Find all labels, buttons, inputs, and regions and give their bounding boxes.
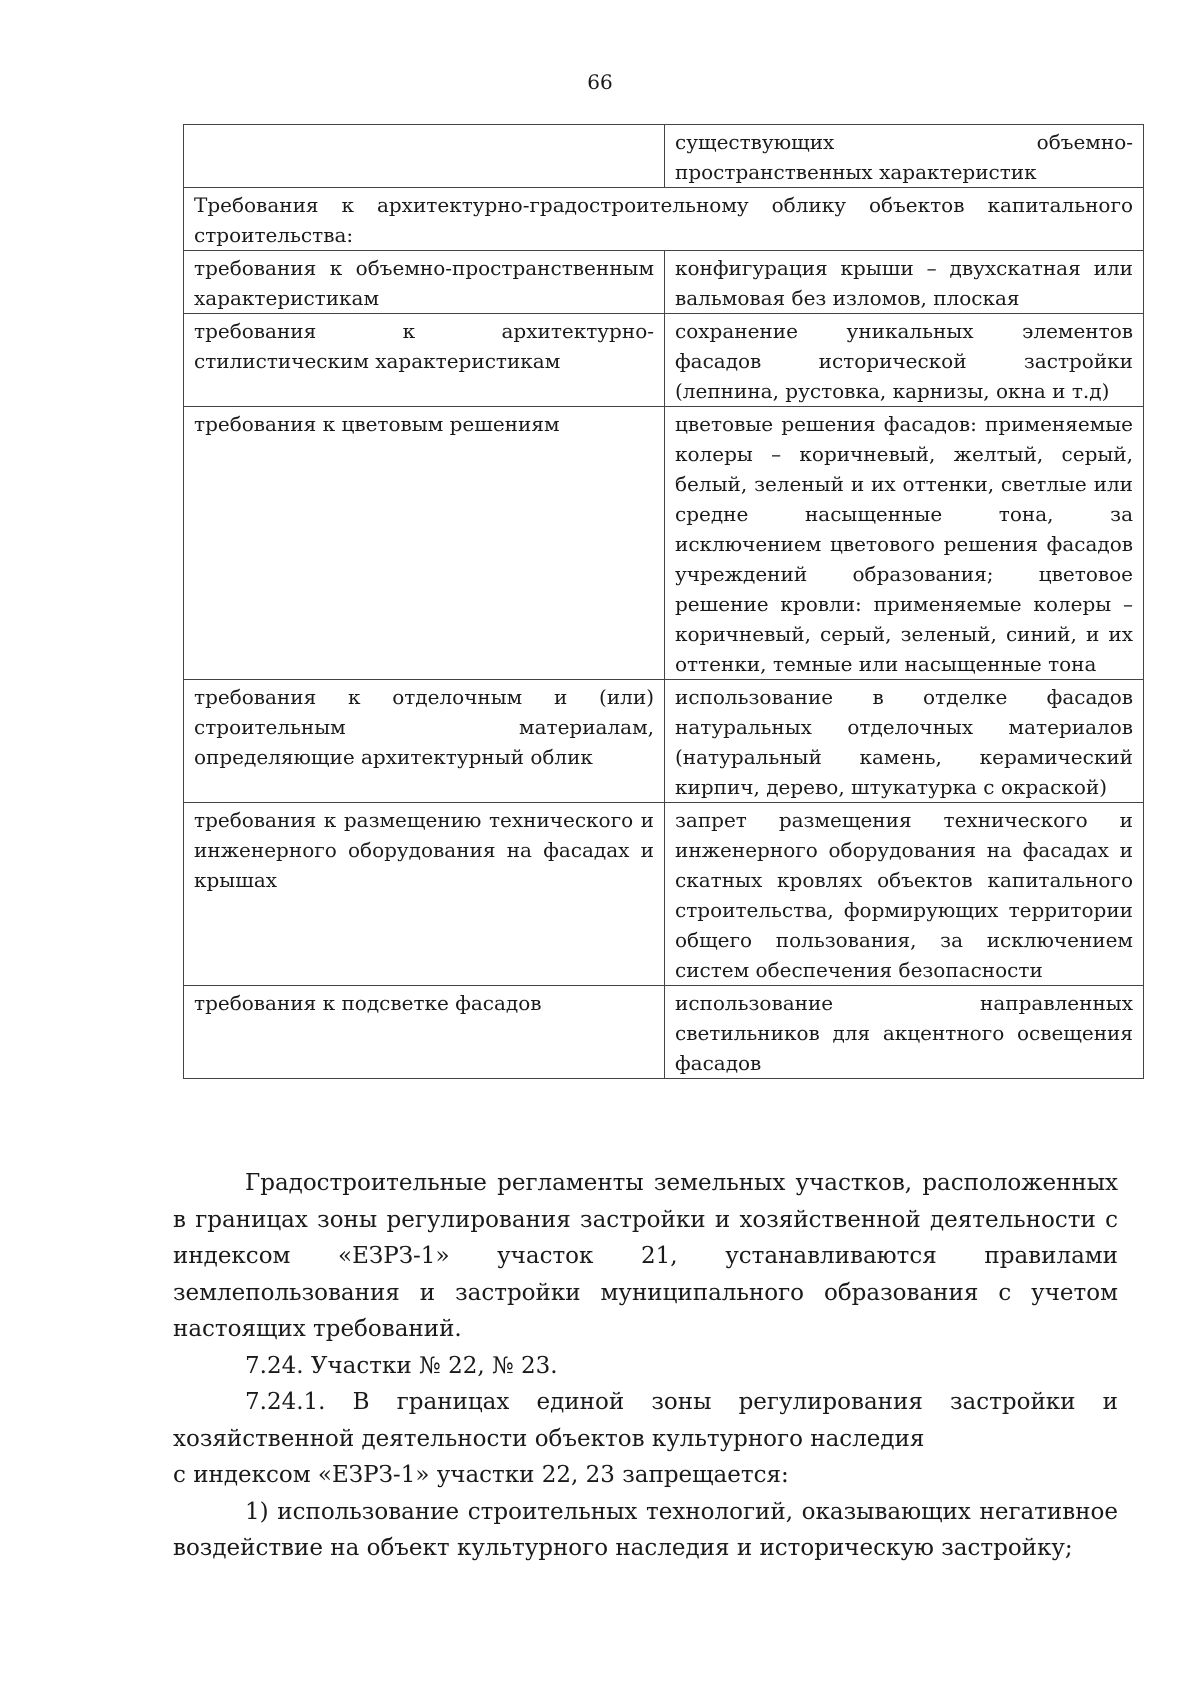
table-row xyxy=(184,680,1144,803)
table-row xyxy=(184,314,1144,407)
value-cell: запрет размещения технического и инженерного оборудования на фасадах и скатных кровлях объектов капитального строительства, формирующих территории общего пользования, за исключением систем обеспечения безопасности xyxy=(665,803,1144,986)
table-row xyxy=(184,803,1144,986)
requirement-cell: требования к объемно-пространственным характеристикам xyxy=(184,251,665,314)
requirement-cell: требования к размещению технического и инженерного оборудования на фасадах и крышах xyxy=(184,803,665,986)
requirement-cell: требования к архитектурно-стилистическим характеристикам xyxy=(184,314,665,407)
table-section-header-row xyxy=(184,188,1144,251)
table-cell-right: существующих объемно-пространственных характеристик xyxy=(665,125,1144,188)
table-row xyxy=(184,251,1144,314)
regulations-table xyxy=(183,124,1144,1079)
value-cell: использование направленных светильников для акцентного освещения фасадов xyxy=(665,986,1144,1079)
paragraph-section-heading: 7.24. Участки № 22, № 23. xyxy=(245,1352,558,1379)
value-cell: цветовые решения фасадов: применяемые колеры – коричневый, желтый, серый, белый, зеленый и их оттенки, светлые или средне насыщенные тона, за исключением цветового решения фасадов учреждений образования; цветовое решение кровли: применяемые колеры – коричневый, серый, зеленый, синий, и их оттенки, темные или насыщенные тона xyxy=(665,407,1144,680)
requirement-cell: требования к цветовым решениям xyxy=(184,407,665,680)
paragraph-regulations: Градостроительные регламенты земельных участков, расположенных в границах зоны регулирования застройки и хозяйственной деятельности с индексом «ЕЗРЗ-1» участок 21, устанавливаются правилами землепользования и застройки муниципального образования с учетом настоящих требований. xyxy=(173,1170,1118,1342)
body-text xyxy=(173,1165,1118,1567)
paragraph-list-item-1: 1) использование строительных технологий, оказывающих негативное воздействие на объект культурного наследия и историческую застройку; xyxy=(173,1498,1118,1561)
requirement-cell: требования к отделочным и (или) строительным материалам, определяющие архитектурный облик xyxy=(184,680,665,803)
table-row xyxy=(184,986,1144,1079)
requirement-cell: требования к подсветке фасадов xyxy=(184,986,665,1079)
value-cell: конфигурация крыши – двухскатная или вальмовая без изломов, плоская xyxy=(665,251,1144,314)
table-section-header: Требования к архитектурно-градостроительному облику объектов капитального строительства: xyxy=(184,188,1144,251)
paragraph-subsection-continued: с индексом «ЕЗРЗ-1» участки 22, 23 запрещается: xyxy=(173,1462,789,1488)
value-cell: использование в отделке фасадов натуральных отделочных материалов (натуральный камень, керамический кирпич, дерево, штукатурка с окраской) xyxy=(665,680,1144,803)
value-cell: сохранение уникальных элементов фасадов исторической застройки (лепнина, рустовка, карнизы, окна и т.д) xyxy=(665,314,1144,407)
paragraph-subsection: 7.24.1. В границах единой зоны регулирования застройки и хозяйственной деятельности объектов культурного наследия xyxy=(173,1389,1118,1452)
table-cell-left xyxy=(184,125,665,188)
table-row xyxy=(184,125,1144,188)
page-number: 66 xyxy=(587,70,613,94)
table-row xyxy=(184,407,1144,680)
